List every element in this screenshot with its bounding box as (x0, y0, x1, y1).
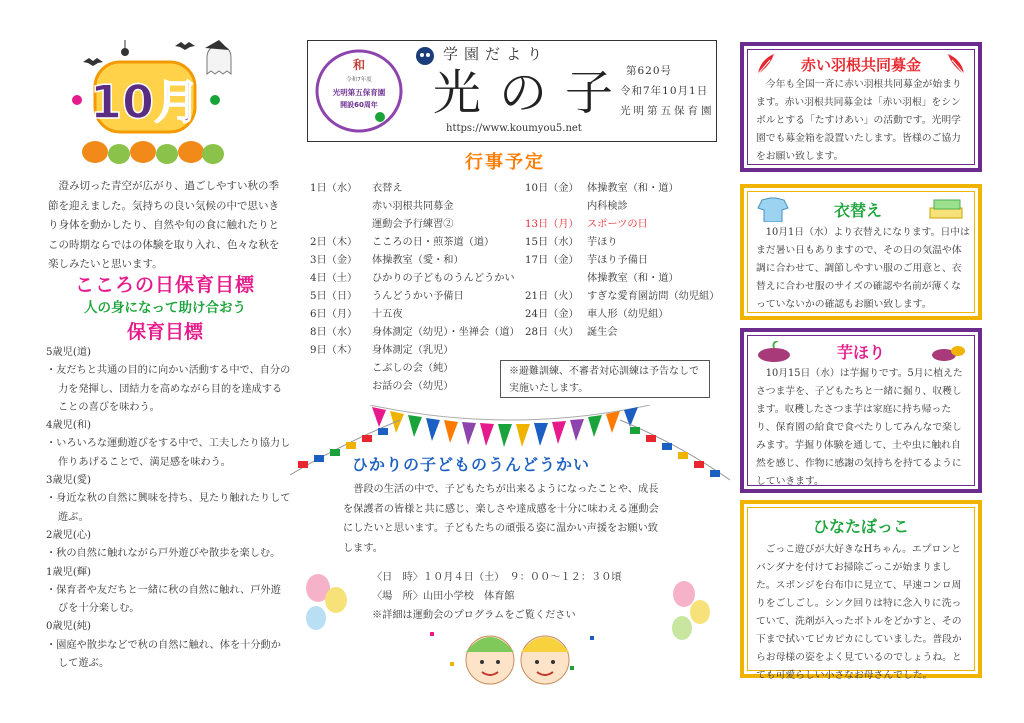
event-text: 身体測定（幼児）・坐禅会（道） (372, 327, 520, 338)
event-text: 体操教室（愛・和） (372, 255, 464, 266)
event-date: 1日（水） (310, 183, 358, 194)
event-text: 十五夜 (372, 309, 403, 320)
event-row (525, 288, 719, 306)
event-row (310, 342, 454, 360)
sports-day-text: 普段の生活の中で、子どもたちが出来るようになったことや、成長を保護者の皆様と共に感じ、楽しさや達成感を十分に味わえる運動会にしたいと思います。子どもたちの頑張る姿に温かい声援をお願い致します。 (343, 484, 659, 554)
sports-day-note: ※詳細は運動会のプログラムをご覧ください (372, 610, 576, 621)
box-inner (747, 49, 975, 165)
child-yellow-hat-icon (521, 636, 569, 684)
drill-notice: ※避難訓練、不審者対応訓練は予告なしで実施いたします。 (500, 360, 710, 398)
box-title: 衣替え (833, 200, 882, 220)
logo-top-text: 和 (352, 58, 366, 72)
sports-day-title: ひかりの子どものうんどうかい (352, 455, 591, 474)
event-row (310, 252, 464, 270)
event-date: 24日（金） (525, 309, 579, 320)
children-illustration (420, 622, 610, 690)
goal-text: ・いろいろな運動遊びをする中で、工夫したり協力し作りあげることで、満足感を味わう。 (46, 438, 291, 468)
box-title: ひなたぼっこ (812, 517, 909, 536)
intro-paragraph: 澄み切った青空が広がり、過ごしやすい秋の季節を迎えました。気持ちの良い気候の中で思いきり身体を動かしたり、自然や旬の食に触れたりとこの時期ならではの体験を取り入れ、色々な秋を楽しみたいと思います。 (48, 180, 280, 270)
logo-line2: 光明第五保育園 (332, 88, 386, 97)
event-text: 衣替え (372, 183, 403, 194)
event-text: お話の会（幼児） (372, 381, 454, 392)
kokoro-goal-subtitle: 人の身になって助け合おう (84, 300, 246, 316)
event-text: 身体測定（乳児） (372, 345, 454, 356)
event-text: 運動会予行練習② (372, 219, 454, 230)
box-text: 今年も全国一斉に赤い羽根共同募金が始まります。赤い羽根共同募金は「赤い羽根」をシンボルとする「たすけあい」の活動です。光明学園でも募金箱を設置いたします。皆様のご協力をお願い致します。 (756, 79, 962, 162)
koromogae-box (740, 184, 982, 320)
events-title: 行事予定 (465, 152, 545, 173)
event-row (525, 324, 618, 342)
goal-age: 3歳児(愛) (46, 475, 91, 487)
event-row (310, 180, 403, 198)
event-text: こぶしの会（純） (372, 363, 454, 374)
goal-item (46, 527, 291, 564)
sports-day-info (372, 568, 622, 625)
event-date: 28日（火） (525, 327, 579, 338)
sports-day-where: 〈場 所〉山田小学校 体育館 (372, 591, 515, 602)
event-row-holiday (525, 216, 648, 234)
issue-number: 第620号 (626, 65, 673, 77)
goal-text: ・身近な秋の自然に興味を持ち、見たり触れたりして遊ぶ。 (46, 493, 291, 523)
sweet-potato-icon (756, 341, 792, 363)
balloons-icon (668, 578, 713, 648)
sweet-potato-icon (930, 341, 966, 363)
event-row (310, 234, 494, 252)
balloons-icon (300, 570, 350, 645)
box-title: 赤い羽根共同募金 (800, 55, 921, 74)
goal-item (46, 618, 291, 673)
event-row (525, 180, 679, 198)
ghost-icon (205, 40, 231, 74)
event-row (525, 252, 648, 270)
event-date: 4日（土） (310, 273, 358, 284)
event-text: すぎな愛育園訪問（幼児組） (587, 291, 720, 302)
issue-date: 令和7年10月1日 (620, 85, 709, 97)
logo-line1: 令和7年度 (346, 77, 372, 83)
folded-clothes-icon (926, 196, 966, 222)
bat-icon (83, 58, 103, 66)
event-text: こころの日・煎茶道（道） (372, 237, 495, 248)
spider-icon (121, 40, 129, 56)
childcare-goal-title: 保育目標 (126, 321, 203, 343)
event-text: 芋ほり予備日 (587, 255, 649, 266)
goal-item (46, 344, 291, 417)
event-row (310, 324, 520, 342)
goal-age: 0歳児(純) (46, 621, 91, 633)
event-text: ひかりの子どものうんどうかい (372, 273, 515, 284)
goal-age: 2歳児(心) (46, 529, 91, 541)
school-url[interactable]: https://www.koumyou5.net (446, 123, 582, 134)
box-inner (747, 191, 975, 313)
event-date: 6日（月） (310, 309, 358, 320)
goal-text: ・園庭や散歩などで秋の自然に触れ、体を十分動かして遊ぶ。 (46, 639, 281, 670)
flag-string-right (620, 420, 730, 480)
school-anniversary-logo (314, 49, 404, 133)
red-feather-box (740, 42, 982, 172)
event-row (310, 378, 454, 396)
imohori-box (740, 328, 982, 493)
goal-item (46, 472, 291, 527)
goal-text: ・保育者や友だちと一緒に秋の自然に触れ、戸外遊びを十分楽しむ。 (46, 584, 281, 615)
event-date: 15日（水） (525, 237, 579, 248)
pumpkin-row (82, 141, 224, 164)
box-inner (747, 507, 975, 681)
hinatabokko-box (740, 500, 982, 681)
event-text: 体操教室（和・道） (587, 273, 679, 284)
box-text: ごっこ遊びが大好きなHちゃん。エプロンとバンダナを付けてお掃除ごっこが始まりました。スポンジを台布巾に見立て、早速コンロ周りをごしごし。シンク回りは特に念入りに洗っていて、洗剤が入ったボトルをどかすと、その下まで拭いてピカピカにしていました。普段からお母様の姿をよく見ているのでしょうね。とても可愛らしい小さなお母さんでした。 (756, 544, 962, 681)
event-date: 13日（月） (525, 219, 579, 230)
goal-age: 4歳児(和) (46, 420, 91, 432)
sports-day-when: 〈日 時〉１０月４日（土） ９：００～１２：３０頃 (372, 572, 622, 583)
event-row (525, 306, 669, 324)
event-date: 5日（日） (310, 291, 358, 302)
red-feather-icon (944, 52, 968, 76)
goal-age: 5歳児(道) (46, 347, 91, 358)
event-row (310, 360, 454, 378)
school-name: 光明第五保育園 (620, 105, 715, 117)
event-text: 赤い羽根共同募金 (372, 201, 454, 212)
box-text: 10月15日（水）は芋掘りです。5月に植えたさつま芋を、子どもたちと一緒に掘り、収穫します。収穫したさつま芋は家庭に持ち帰ったり、保育園の給食で食べたりしてみんなで楽しみます。芋掘り体験を通して、土や虫に触れ自然を感じ、作物に感謝の気持ちを持てるようにしていきます。 (756, 368, 963, 487)
newsletter-subtitle: 学園だより (443, 45, 549, 63)
goal-age: 1歳児(輝) (46, 566, 91, 578)
event-date: 21日（火） (525, 291, 579, 302)
kokoro-goal-title: こころの日保育目標 (74, 274, 255, 296)
event-text: 芋ほり (587, 237, 618, 248)
event-row (310, 198, 454, 216)
event-date: 17日（金） (525, 255, 579, 266)
event-date: 10日（金） (525, 183, 579, 194)
box-title: 芋ほり (836, 343, 885, 362)
event-date: 3日（金） (310, 255, 358, 266)
event-text: 誕生会 (587, 327, 618, 338)
goal-text: ・友だちと共通の目的に向かい活動する中で、自分の力を発揮し、団結力を高めながら目的を達成することの喜びを味わう。 (46, 365, 291, 413)
event-text: 車人形（幼児組） (587, 309, 669, 320)
event-row (310, 270, 515, 288)
event-text: うんどうかい予備日 (372, 291, 464, 302)
box-inner (747, 335, 975, 486)
child-green-hat-icon (466, 636, 514, 684)
event-text: 内科検診 (587, 201, 628, 212)
event-row (525, 234, 618, 252)
shirt-icon (756, 196, 790, 222)
goal-item (46, 564, 291, 619)
newsletter-header (307, 40, 717, 142)
event-row (310, 288, 464, 306)
event-date: 2日（木） (310, 237, 358, 248)
event-row (525, 270, 679, 288)
event-text: スポーツの日 (587, 219, 648, 230)
mascot-icon (414, 45, 436, 65)
october-hero-illustration (55, 40, 235, 175)
newsletter-title: 光の子 (433, 65, 632, 121)
event-date: 9日（木） (310, 345, 358, 356)
goal-text: ・秋の自然に触れながら戸外遊びや散歩を楽しむ。 (46, 548, 281, 560)
month-label: 10月 (89, 75, 201, 129)
event-date: 8日（水） (310, 327, 358, 338)
logo-line3: 開設60周年 (340, 101, 378, 109)
goals-list (46, 344, 291, 673)
goal-item (46, 417, 291, 472)
red-feather-icon (754, 52, 778, 76)
event-row (310, 306, 403, 324)
bat-icon (175, 42, 195, 50)
event-row (525, 198, 628, 216)
event-text: 体操教室（和・道） (587, 183, 679, 194)
event-row (310, 216, 454, 234)
box-text: 10月1日（水）より衣替えになります。日中はまだ暑い日もありますので、その日の気温や体調に合わせて、調節しやすい服のご用意と、衣替えに合わせ服のサイズの確認や名前が薄くなっていないかの確認もお願い致します。 (756, 227, 970, 310)
